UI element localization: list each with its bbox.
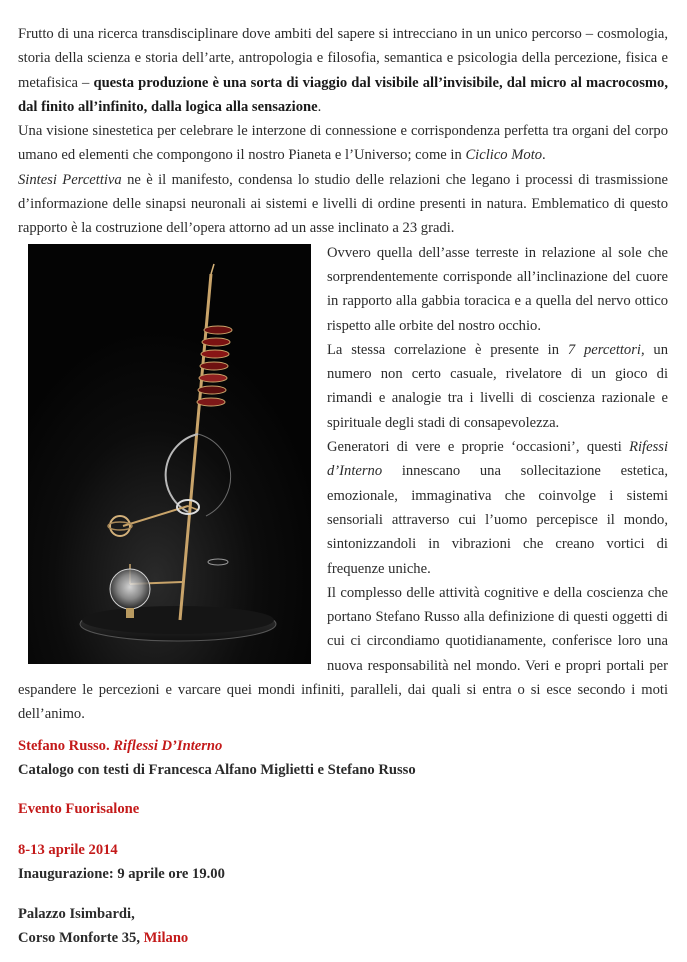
artist-name: Stefano Russo. <box>18 738 114 754</box>
generatori-text-b: innescano una sollecitazione estetica, emozionale, immaginativa che coinvolge i sistemi sensoriali attraverso cui l’uomo percepisce il mondo, sintonizzandoli in vibrazioni che creano vortici di frequenze uniche. <box>327 463 668 577</box>
vision-text: Una visione sinestetica per celebrare le interzone di connessione e corrispondenza perfetta tra organi del corpo umano ed elementi che compongono il nostro Pianeta e l’Universo; come in <box>18 123 668 164</box>
intro-text: Frutto di una ricerca transdisciplinare dove ambiti del sapere si intrecciano in un unico percorso – cosmologia, storia della scienza e storia dell’arte, antropologia e filosofia, semantica e psicologia della percezione, fisica e metafisica – <box>18 26 668 91</box>
complesso-text: Il complesso delle attività cognitive e della coscienza che portano Stefano Russo alla definizione di questi oggetti di cui ci circondiamo quotidianamente, conferisce loro una nuova responsabilità nel mondo. Veri e propri portali per espandere le percezioni e varcare quei mondi infiniti, paralleli, dai quali si entra o si esce secondo i moti dell’animo. <box>18 584 668 723</box>
event-label: Evento Fuorisalone <box>18 801 140 817</box>
exhibition-title <box>18 734 668 758</box>
work-title-sintesi-percettiva: Sintesi Percettiva <box>18 171 122 188</box>
venue-block <box>18 902 668 950</box>
percettori-text-b: , un numero non certo casuale, rivelatore di un gioco di rimandi e analogie tra i livelli di coscienza razionale e spirituale degli stadi di consapevolezza. <box>327 341 669 431</box>
asse-text: Ovvero quella dell’asse terreste in relazione al sole che sorprendentemente corrisponde all’inclinazione del cuore in rapporto alla gabbia toracica e a quella del nervo ottico rispetto alle orbite del nostro occhio. <box>327 244 668 334</box>
work-title-7-percettori: 7 percettori <box>567 341 641 358</box>
article-body <box>18 22 668 727</box>
event-dates: 8-13 aprile 2014 <box>18 842 118 858</box>
venue-name: Palazzo Isimbardi, <box>18 906 135 922</box>
sculpture-photo-icon <box>28 244 311 664</box>
paragraph-vision <box>18 119 668 168</box>
street-address: Corso Monforte 35, <box>18 930 144 946</box>
intro-end: . <box>317 98 322 115</box>
event-block <box>18 797 668 821</box>
exhibition-title-block <box>18 734 668 782</box>
opening-time: Inaugurazione: 9 aprile ore 19.00 <box>18 866 225 882</box>
vision-end: . <box>542 147 546 164</box>
sintesi-text: ne è il manifesto, condensa lo studio delle relazioni che legano i processi di trasmissione d’informazione delle sinapsi neuronali ai sistemi e livelli di ordine presenti in natura. Emblematico di questo rapporto è la costruzione dell’opera attorno ad un asse inclinato a 23 gradi. <box>18 171 668 237</box>
city-name: Milano <box>143 930 189 946</box>
work-title-riflessi: Rifessi d’Interno <box>327 439 668 480</box>
exhibition-name: Riflessi D’Interno <box>113 738 223 754</box>
intro-bold-text: questa produzione è una sorta di viaggio dal visibile all’invisibile, dal micro al macrocosmo, dal finito all’infinito, dalla logica alla sensazione <box>18 74 668 115</box>
percettori-text-a: La stessa correlazione è presente in <box>327 341 568 358</box>
dates-block <box>18 838 668 886</box>
generatori-text-a: Generatori di vere e proprie ‘occasioni’, questi <box>327 439 630 456</box>
venue-address <box>18 926 668 950</box>
paragraph-intro <box>18 22 668 119</box>
sculpture-photo <box>28 244 311 664</box>
catalog-line: Catalogo con testi di Francesca Alfano Miglietti e Stefano Russo <box>18 762 416 778</box>
paragraph-sintesi <box>18 168 668 241</box>
work-title-ciclico-moto: Ciclico Moto <box>465 147 543 164</box>
